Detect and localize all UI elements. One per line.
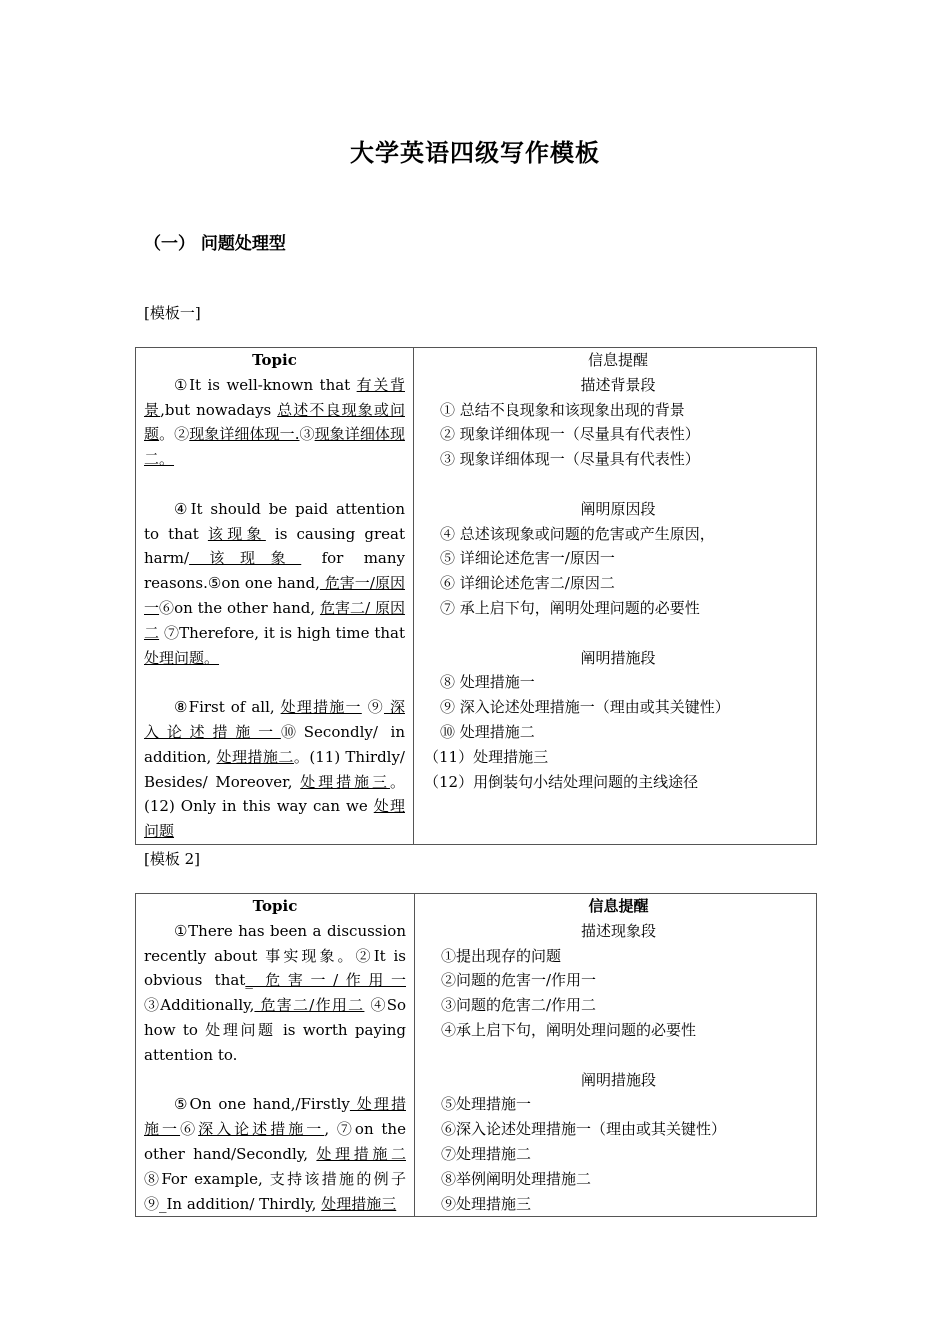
placeholder-blank: 处理措施二 bbox=[216, 747, 294, 766]
template-1-note: ③ 现象详细体现一（尽量具有代表性） bbox=[440, 450, 700, 469]
placeholder-blank: 处理措施三 bbox=[321, 1194, 397, 1213]
placeholder-blank: 处理措施一 bbox=[280, 698, 362, 717]
placeholder-blank: 危害一/原因一 bbox=[144, 574, 405, 617]
placeholder-blank: 该现象 bbox=[189, 549, 302, 568]
document-title: 大学英语四级写作模板 bbox=[350, 138, 600, 167]
template-text: 事实现象。 bbox=[265, 946, 356, 965]
template-1-notes-cell bbox=[414, 348, 817, 845]
template-text: 。(11) Thirdly/ Besides/ Moreover, bbox=[144, 747, 405, 791]
template-2-para-measures bbox=[144, 1092, 406, 1216]
template-2-para-phenomenon bbox=[144, 919, 406, 1068]
placeholder-blank: 总述不良现象或问题 bbox=[144, 400, 405, 444]
template-2-note: ⑥深入论述处理措施一（理由或其关键性） bbox=[441, 1120, 727, 1139]
template-2-note: ⑤处理措施一 bbox=[441, 1095, 532, 1114]
template-1-group-heading: 阐明原因段 bbox=[580, 499, 656, 518]
placeholder-blank: 现象详细体现一. bbox=[189, 425, 300, 444]
template-2-note: ①提出现存的问题 bbox=[441, 946, 562, 965]
template-1-topic-cell bbox=[136, 348, 414, 845]
template-1-para-reasons bbox=[144, 497, 405, 671]
placeholder-blank: 现象详细体现二。 bbox=[144, 425, 405, 469]
section-heading: （一） 问题处理型 bbox=[144, 234, 286, 254]
template-text: for many reasons.⑤on one hand, bbox=[144, 549, 405, 593]
template-1-para-background bbox=[144, 373, 405, 472]
placeholder-blank: 深入论述措施一 bbox=[144, 698, 405, 741]
template-text: 。② bbox=[159, 425, 190, 444]
placeholder-blank: 处理问题 bbox=[144, 797, 405, 841]
template-1-note: ⑧ 处理措施一 bbox=[440, 673, 535, 692]
placeholder-blank: _ 危害一/作用一 bbox=[245, 971, 406, 990]
placeholder-blank: 有关背景 bbox=[144, 375, 405, 419]
template-1-note: ⑥ 详细论述危害二/原因二 bbox=[440, 574, 615, 593]
template-1-note: ⑤ 详细论述危害一/原因一 bbox=[440, 549, 615, 568]
template-text: ④It should be paid attention to that bbox=[144, 499, 405, 543]
template-2-table bbox=[135, 893, 817, 1217]
template-1-note: ⑩ 处理措施二 bbox=[440, 722, 535, 741]
template-2-note: ③问题的危害二/作用二 bbox=[441, 996, 597, 1015]
template-2-notes-header: 信息提醒 bbox=[588, 897, 649, 915]
template-1-topic-header: Topic bbox=[252, 351, 297, 369]
template-1-table bbox=[135, 347, 817, 845]
template-2-topic-cell bbox=[136, 894, 415, 1217]
placeholder-blank: 该现象 bbox=[207, 524, 266, 543]
template-text: ⑤On one hand,/Firstly bbox=[174, 1095, 350, 1114]
template-text: ⑩Secondly/ in addition, bbox=[144, 722, 405, 766]
template-text: ⑧For example, 支持该措施的例子 ⑨_In addition/ Thirdly, bbox=[144, 1169, 406, 1213]
template-1-note: ④ 总述该现象或问题的危害或产生原因， bbox=[440, 524, 715, 543]
template-1-notes-header: 信息提醒 bbox=[587, 351, 648, 369]
template-2-topic-header: Topic bbox=[252, 897, 298, 915]
template-1-note: （11）处理措施三 bbox=[424, 747, 549, 766]
template-2-label: [模板 2] bbox=[144, 850, 201, 868]
template-2-group-heading: 描述现象段 bbox=[580, 921, 656, 940]
template-text: ⑧First of all, bbox=[174, 698, 281, 717]
placeholder-blank: 处理措施三 bbox=[300, 772, 390, 791]
template-2-note: ⑧举例阐明处理措施二 bbox=[441, 1169, 592, 1188]
template-2-note: ②问题的危害一/作用一 bbox=[441, 971, 597, 990]
template-1-group-heading: 阐明措施段 bbox=[580, 648, 656, 667]
template-1-note: ⑦ 承上启下句，阐明处理问题的必要性 bbox=[440, 598, 700, 617]
placeholder-blank: 处理措施二 bbox=[316, 1144, 406, 1163]
template-text: ③ bbox=[299, 425, 315, 444]
template-text: ⑥on the other hand, bbox=[159, 598, 320, 617]
placeholder-blank: 危害二/作用二 bbox=[254, 996, 365, 1015]
template-text: , ⑦on the other hand/Secondly, bbox=[144, 1120, 406, 1163]
template-1-label: [模板一] bbox=[144, 304, 201, 322]
template-text: ③Additionally, bbox=[144, 996, 255, 1015]
template-2-note: ⑦处理措施二 bbox=[441, 1144, 532, 1163]
placeholder-blank: 处理措施一 bbox=[144, 1095, 406, 1139]
template-text: ②It is obvious that bbox=[144, 946, 406, 990]
template-text: ④So how to 处理问题 is worth paying attention to. bbox=[144, 996, 407, 1064]
placeholder-blank: 深入论述措施一 bbox=[198, 1120, 325, 1139]
template-1-note: （12）用倒装句小结处理问题的主线途径 bbox=[424, 772, 699, 791]
template-2-note: ④承上启下句，阐明处理问题的必要性 bbox=[441, 1020, 697, 1039]
template-text: ,but nowadays bbox=[160, 400, 278, 419]
template-1-note: ⑨ 深入论述处理措施一（理由或其关键性） bbox=[440, 698, 730, 717]
template-1-group-heading: 描述背景段 bbox=[580, 375, 656, 394]
template-2-notes-cell bbox=[415, 894, 817, 1217]
template-1-note: ② 现象详细体现一（尽量具有代表性） bbox=[440, 425, 700, 444]
template-text: ①It is well-known that bbox=[174, 375, 357, 394]
template-text: ①There has been a discussion recently about bbox=[144, 921, 406, 965]
template-1-para-measures bbox=[144, 695, 405, 844]
template-text: is causing great harm/ bbox=[144, 524, 405, 568]
template-text: ⑥ bbox=[180, 1120, 199, 1139]
template-text: ⑦Therefore, it is high time that bbox=[159, 623, 405, 642]
template-text: ⑨ bbox=[361, 698, 384, 717]
placeholder-blank: 危害二/ 原因二 bbox=[144, 598, 405, 642]
template-2-group-heading: 阐明措施段 bbox=[580, 1070, 656, 1089]
template-text: 。 (12) Only in this way can we bbox=[144, 772, 405, 816]
template-2-note: ⑨处理措施三 bbox=[441, 1194, 532, 1213]
placeholder-blank: 处理问题。 bbox=[144, 648, 220, 667]
template-1-note: ① 总结不良现象和该现象出现的背景 bbox=[440, 400, 685, 419]
